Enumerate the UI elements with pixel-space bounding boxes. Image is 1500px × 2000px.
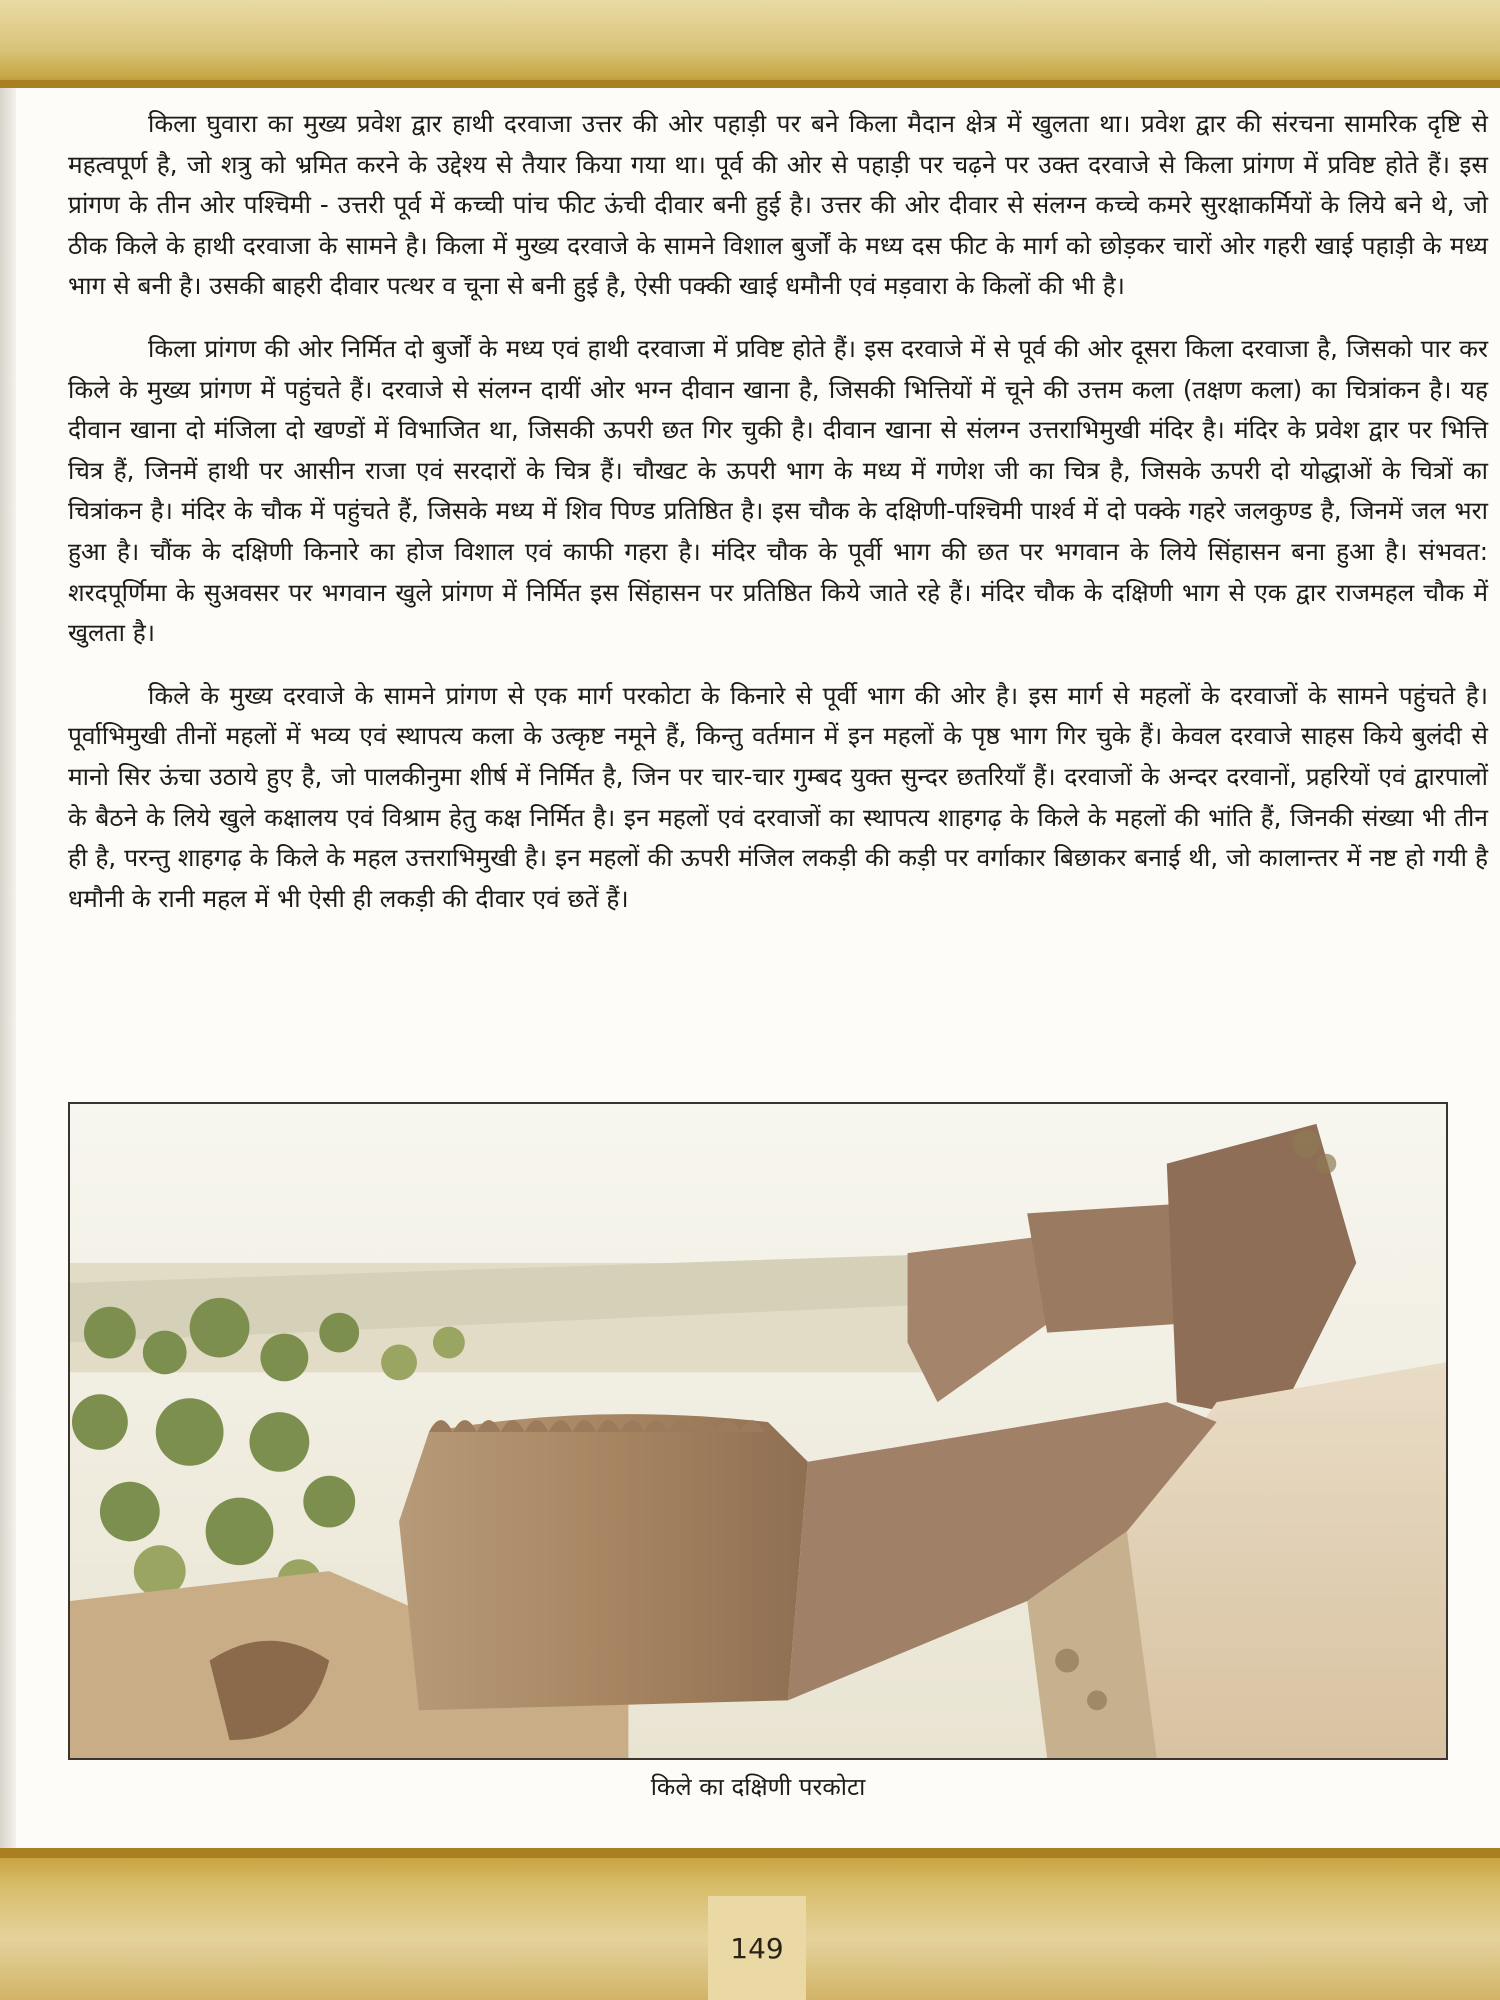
body-text [68,104,1488,941]
page-binding-edge [0,88,16,1848]
fort-rampart-photo [68,1102,1448,1760]
page-number-tab [708,1896,806,2000]
paragraph-1: किला घुवारा का मुख्य प्रवेश द्वार हाथी दरवाजा उत्तर की ओर पहाड़ी पर बने किला मैदान क्षेत्र में खुलता था। प्रवेश द्वार की संरचना सामरिक दृष्टि से महत्वपूर्ण है, जो शत्रु को भ्रमित करने के उद्देश्य से तैयार किया गया था। पूर्व की ओर से पहाड़ी पर चढ़ने पर उक्त दरवाजे से किला प्रांगण में प्रविष्ट होते हैं। इस प्रांगण के तीन ओर पश्चिमी - उत्तरी पूर्व में कच्ची पांच फीट ऊंची दीवार बनी हुई है। उत्तर की ओर दीवार से संलग्न कच्चे कमरे सुरक्षाकर्मियों के लिये बने थे, जो ठीक किले के हाथी दरवाजा के सामने है। किला में मुख्य दरवाजे के सामने विशाल बुर्जों के मध्य दस फीट के मार्ग को छोड़कर चारों ओर गहरी खाई पहाड़ी के मध्य भाग से बनी है। उसकी बाहरी दीवार पत्थर व चूना से बनी हुई है, ऐसी पक्की खाई धमौनी एवं मड़वारा के किलों की भी है। [68,109,1488,301]
figure-caption: किले का दक्षिणी परकोटा [650,1773,866,1801]
paragraph-2: किला प्रांगण की ओर निर्मित दो बुर्जों के मध्य एवं हाथी दरवाजा में प्रविष्ट होते हैं। इस दरवाजे में से पूर्व की ओर दूसरा किला दरवाजा है, जिसको पार कर किले के मुख्य प्रांगण में पहुंचते हैं। दरवाजे से संलग्न दायीं ओर भग्न दीवान खाना है, जिसकी भित्तियों में चूने की उत्तम कला (तक्षण कला) का चित्रांकन है। यह दीवान खाना दो मंजिला दो खण्डों में विभाजित था, जिसकी ऊपरी छत गिर चुकी है। दीवान खाना से संलग्न उत्तराभिमुखी मंदिर है। मंदिर के प्रवेश द्वार पर भित्ति चित्र हैं, जिनमें हाथी पर आसीन राजा एवं सरदारों के चित्र हैं। चौखट के ऊपरी भाग के मध्य में गणेश जी का चित्र है, जिसके ऊपरी दो योद्धाओं के चित्रों का चित्रांकन है। मंदिर के चौक में पहुंचते हैं, जिसके मध्य में शिव पिण्ड प्रतिष्ठित है। इस चौक के दक्षिणी-पश्चिमी पार्श्व में दो पक्के गहरे जलकुण्ड है, जिनमें जल भरा हुआ है। चौंक के दक्षिणी किनारे का होज विशाल एवं काफी गहरा है। मंदिर चौक के पूर्वी भाग की छत पर भगवान के लिये सिंहासन बना हुआ है। संभवत: शरदपूर्णिमा के सुअवसर पर भगवान खुले प्रांगण में निर्मित इस सिंहासन पर प्रतिष्ठित किये जाते रहे हैं। मंदिर चौक के दक्षिणी भाग से एक द्वार राजमहल चौक में खुलता है। [68,333,1488,648]
page-number: 149 [730,1931,784,1965]
top-decorative-band [0,0,1500,88]
paragraph-3: किले के मुख्य दरवाजे के सामने प्रांगण से एक मार्ग परकोटा के किनारे से पूर्वी भाग की ओर है। इस मार्ग से महलों के दरवाजों के सामने पहुंचते है। पूर्वाभिमुखी तीनों महलों में भव्य एवं स्थापत्य कला के उत्कृष्ट नमूने हैं, किन्तु वर्तमान में इन महलों के पृष्ठ भाग गिर चुके हैं। केवल दरवाजे साहस किये बुलंदी से मानो सिर ऊंचा उठाये हुए है, जो पालकीनुमा शीर्ष में निर्मित है, जिन पर चार-चार गुम्बद युक्त सुन्दर छतरियाँ हैं। दरवाजों के अन्दर दरवानों, प्रहरियों एवं द्वारपालों के बैठने के लिये खुले कक्षालय एवं विश्राम हेतु कक्ष निर्मित है। इन महलों एवं दरवाजों का स्थापत्य शाहगढ़ के किले के महलों की भांति हैं, जिनकी संख्या भी तीन ही है, परन्तु शाहगढ़ के किले के महल उत्तराभिमुखी है। इन महलों की ऊपरी मंजिल लकड़ी की कड़ी पर वर्गाकार बिछाकर बनाई थी, जो कालान्तर में नष्ट हो गयी है धमौनी के रानी महल में भी ऐसी ही लकड़ी की दीवार एवं छतें हैं। [68,680,1488,913]
fort-rampart-illustration [70,1104,1446,1758]
